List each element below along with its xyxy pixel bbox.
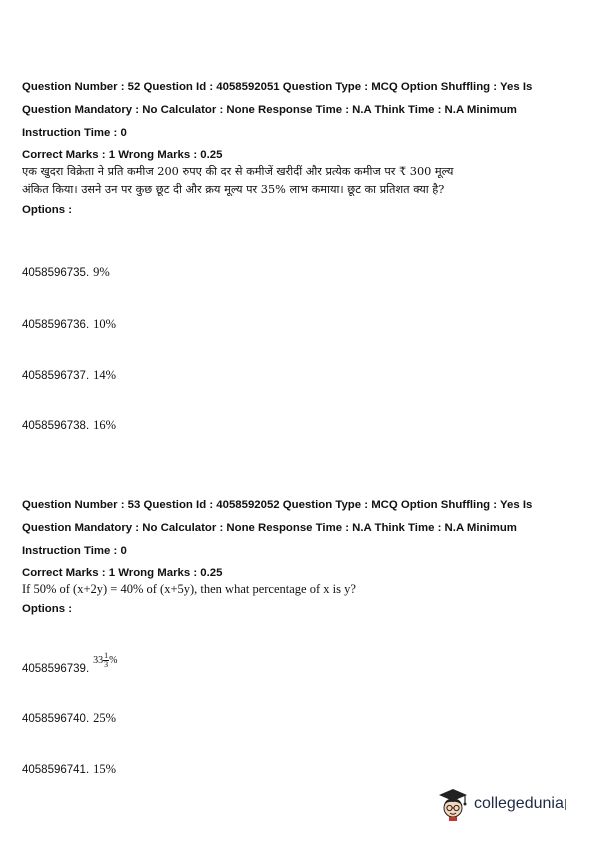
- option-id: 4058596739.: [22, 663, 90, 675]
- question-meta-line: Question Mandatory : No Calculator : None Response Time : N.A Think Time : N.A Minimum: [22, 104, 517, 116]
- option-item[interactable]: [22, 367, 116, 383]
- option-id: 4058596738.: [22, 420, 90, 432]
- fraction-numerator: 1: [104, 651, 109, 661]
- option-item[interactable]: [22, 417, 116, 433]
- question-meta-line: Question Number : 53 Question Id : 4058592052 Question Type : MCQ Option Shuffling : Yes Is: [22, 499, 533, 511]
- logo-text: collegedunia: [474, 795, 564, 812]
- option-id: 4058596740.: [22, 713, 90, 725]
- mixed-fraction: [93, 652, 117, 669]
- option-value: 15%: [93, 762, 117, 776]
- question-meta-line: Instruction Time : 0: [22, 545, 127, 557]
- option-id: 4058596741.: [22, 764, 90, 776]
- fraction-denominator: 3: [104, 660, 109, 670]
- fraction-whole: 33: [93, 655, 104, 667]
- question-meta-line: Question Number : 52 Question Id : 4058592051 Question Type : MCQ Option Shuffling : Yes Is: [22, 81, 533, 93]
- option-value: 16%: [93, 418, 117, 432]
- question-meta-line: Instruction Time : 0: [22, 127, 127, 139]
- question-53: [22, 494, 582, 617]
- question-marks: Correct Marks : 1 Wrong Marks : 0.25: [22, 567, 223, 579]
- option-value: 10%: [93, 317, 117, 331]
- question-52: [22, 76, 582, 218]
- question-stem: एक खुदरा विक्रेता ने प्रति कमीज 200 रुपए की दर से कमीजें खरीदीं और प्रत्येक कमीज पर ₹ 300 मूल्य अंकित किया। उसने उन पर कुछ छूट दी और क्रय मूल्य पर 35% लाभ कमाया। छूट का प्रतिशत क्या है?: [22, 165, 454, 196]
- collegedunia-logo: [436, 786, 566, 822]
- option-value: 9%: [93, 265, 110, 279]
- option-item[interactable]: [22, 651, 118, 678]
- option-id: 4058596736.: [22, 319, 90, 331]
- graduate-mascot-icon: [436, 786, 470, 822]
- question-stem: If 50% of (x+2y) = 40% of (x+5y), then what percentage of x is y?: [22, 582, 356, 596]
- option-item[interactable]: [22, 710, 116, 726]
- option-item[interactable]: [22, 761, 116, 777]
- option-value: 14%: [93, 368, 117, 382]
- options-label: Options :: [22, 204, 72, 216]
- fraction-suffix: %: [109, 655, 118, 667]
- option-value: 25%: [93, 711, 117, 725]
- question-marks: Correct Marks : 1 Wrong Marks : 0.25: [22, 149, 223, 161]
- option-id: 4058596735.: [22, 267, 90, 279]
- option-item[interactable]: [22, 316, 116, 332]
- question-meta-line: Question Mandatory : No Calculator : None Response Time : N.A Think Time : N.A Minimum: [22, 522, 517, 534]
- option-item[interactable]: [22, 264, 110, 280]
- option-id: 4058596737.: [22, 370, 90, 382]
- options-label: Options :: [22, 603, 72, 615]
